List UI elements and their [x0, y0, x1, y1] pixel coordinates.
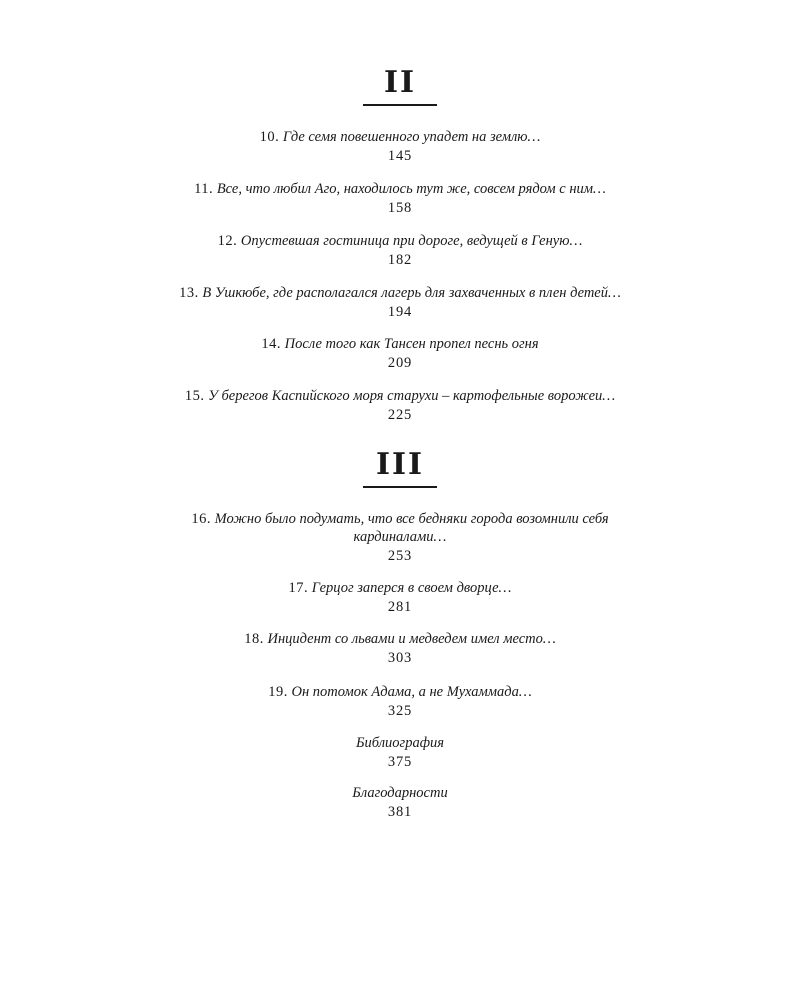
- part-title: II: [383, 65, 417, 100]
- toc-entry-title: [0, 128, 800, 146]
- page-number: 158: [387, 200, 413, 216]
- chapter-title: Можно было подумать, что все бедняки города возомнили себя кардиналами…: [214, 511, 609, 545]
- chapter-number: 10.: [259, 129, 280, 145]
- chapter-title: После того как Тансен пропел песнь огня: [284, 336, 539, 352]
- toc-entry-acknowledgements[interactable]: [0, 784, 800, 821]
- toc-entry-title: [0, 683, 800, 701]
- toc-entry-title: [0, 335, 800, 353]
- section-title: Библиография: [356, 735, 444, 751]
- part-heading-iii: [0, 448, 800, 488]
- chapter-title: Опустевшая гостиница при дороге, ведущей в Геную…: [240, 233, 583, 249]
- page-number: 225: [387, 407, 413, 423]
- chapter-title: Все, что любил Аго, находилось тут же, совсем рядом с ним…: [216, 181, 606, 197]
- page-number: 253: [387, 548, 413, 564]
- chapter-number: 19.: [268, 684, 288, 700]
- toc-entry-title: [0, 284, 800, 302]
- toc-entry-title: [0, 232, 800, 250]
- toc-entry-13[interactable]: [0, 284, 800, 321]
- page-number: 375: [387, 754, 413, 770]
- chapter-number: 17.: [288, 580, 309, 596]
- toc-entry-17[interactable]: [0, 579, 800, 616]
- toc-entry-15[interactable]: [0, 387, 800, 424]
- chapter-title: Где семя повешенного упадет на землю…: [282, 129, 541, 145]
- page-number: 303: [387, 650, 413, 666]
- page-number: 194: [387, 304, 413, 320]
- chapter-number: 12.: [217, 233, 238, 249]
- toc-entry-12[interactable]: [0, 232, 800, 269]
- toc-entry-14[interactable]: [0, 335, 800, 372]
- part-divider: [363, 104, 437, 106]
- section-title: Благодарности: [352, 785, 448, 801]
- toc-entry-10[interactable]: [0, 128, 800, 165]
- chapter-title: У берегов Каспийского моря старухи – картофельные ворожеи…: [208, 388, 616, 404]
- toc-entry-18[interactable]: [0, 630, 800, 667]
- chapter-title: Инцидент со львами и медведем имел место…: [267, 631, 556, 647]
- part-heading-ii: [0, 66, 800, 106]
- chapter-title: Герцог заперся в своем дворце…: [311, 580, 512, 596]
- toc-entry-title: [0, 784, 800, 802]
- part-title: III: [375, 447, 425, 482]
- page-number: 381: [387, 804, 413, 820]
- chapter-number: 11.: [194, 181, 214, 197]
- chapter-number: 15.: [184, 388, 205, 404]
- toc-entry-11[interactable]: [0, 180, 800, 217]
- toc-entry-title: [0, 387, 800, 405]
- page-number: 145: [387, 148, 413, 164]
- page-number: 281: [387, 599, 413, 615]
- chapter-number: 18.: [244, 631, 264, 647]
- toc-entry-title: [150, 510, 650, 546]
- toc-entry-16[interactable]: [0, 510, 800, 565]
- page-number: 325: [387, 703, 413, 719]
- page-number: 209: [387, 355, 413, 371]
- toc-entry-19[interactable]: [0, 683, 800, 720]
- toc-entry-bibliography[interactable]: [0, 734, 800, 771]
- toc-entry-title: [0, 579, 800, 597]
- toc-entry-title: [0, 180, 800, 198]
- page-number: 182: [387, 252, 413, 268]
- chapter-title: В Ушкюбе, где располагался лагерь для захваченных в плен детей…: [202, 285, 621, 301]
- chapter-number: 13.: [179, 285, 199, 301]
- toc-entry-title: [0, 734, 800, 752]
- toc-entry-title: [0, 630, 800, 648]
- chapter-number: 14.: [261, 336, 282, 352]
- chapter-title: Он потомок Адама, а не Мухаммада…: [291, 684, 532, 700]
- part-divider: [363, 486, 437, 488]
- chapter-number: 16.: [191, 511, 212, 527]
